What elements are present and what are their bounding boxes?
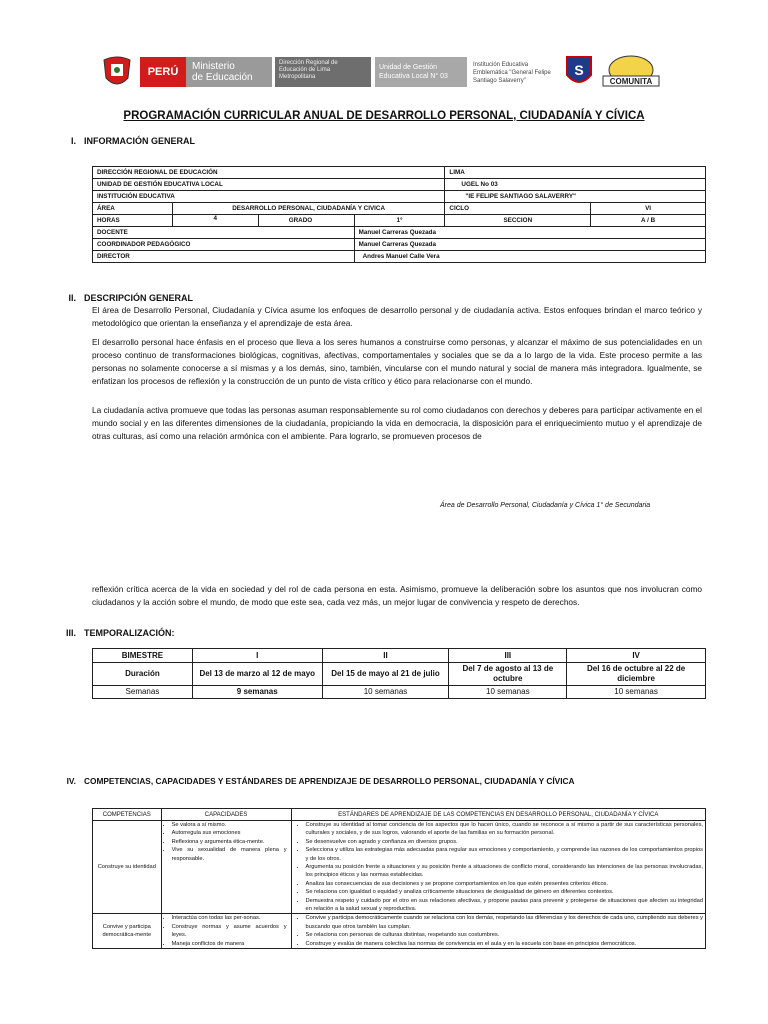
temporal-cell: Del 13 de marzo al 12 de mayo <box>192 663 322 686</box>
section-4-heading <box>56 776 575 786</box>
standard-item: • Selecciona y utiliza las estrategias más adecuadas para regular sus emociones y comportamiento, y comprende las razones de los comportamientos propios y de los otros. <box>306 846 703 863</box>
crest-letter: S <box>574 62 584 78</box>
capacity-item: • Autorregula sus emociones <box>172 829 287 837</box>
dre-logo: Dirección Regional de Educación de Lima Metropolitana <box>275 57 371 87</box>
table-row <box>93 251 706 263</box>
table-row <box>93 215 706 227</box>
table-row <box>93 809 706 821</box>
table-row <box>93 914 706 949</box>
info-cell: UNIDAD DE GESTIÓN EDUCATIVA LOCAL <box>93 179 445 191</box>
table-row <box>93 203 706 215</box>
table-row <box>93 821 706 914</box>
info-cell: Manuel Carreras Quezada <box>354 239 705 251</box>
institution-logo: Institución Educativa Emblemática "General Felipe Santiago Salaverry" <box>473 62 551 84</box>
section-1-heading <box>56 136 195 146</box>
header-banner <box>100 50 700 94</box>
peru-shield-icon <box>100 54 134 90</box>
standard-item: • Se desenvuelve con agrado y confianza en diversos grupos. <box>306 838 703 846</box>
standards-cell <box>291 914 705 949</box>
ministry-line2: de Educación <box>192 72 253 83</box>
info-cell: INSTITUCIÓN EDUCATIVA <box>93 191 445 203</box>
ministry-line1: Ministerio <box>192 61 235 72</box>
comp-header: CAPACIDADES <box>161 809 291 821</box>
info-cell: 1° <box>354 215 445 227</box>
info-cell: DESARROLLO PERSONAL, CIUDADANÍA Y CIVICA <box>172 203 445 215</box>
standard-item: • Se relaciona con personas de culturas distintas, respetando sus costumbres. <box>306 931 703 939</box>
standard-item: • Argumenta su posición frente a situaciones y su posición frente a situaciones de conflicto moral, considerando las intenciones de las personas involucradas, los principios éticos y las normas establecidas. <box>306 863 703 880</box>
standard-item: • Analiza las consecuencias de sus decisiones y se propone comportamientos en los que estén presentes criterios éticos. <box>306 880 703 888</box>
section-3-heading <box>56 628 175 638</box>
standard-item: • Construye y evalúa de manera colectiva las normas de convivencia en el aula y en la escuela con base en principios democráticos. <box>306 940 703 948</box>
ugel-logo: Unidad de Gestión Educativa Local N° 03 <box>375 57 467 87</box>
info-cell: VI <box>591 203 706 215</box>
section-2-label: DESCRIPCIÓN GENERAL <box>84 293 194 303</box>
section-1-num: I. <box>70 136 76 146</box>
table-row <box>93 649 706 663</box>
capacities-cell <box>161 914 291 949</box>
competencies-table <box>92 808 706 949</box>
info-table <box>92 166 706 263</box>
standard-item: • Demuestra respeto y cuidado por el otro en sus relaciones afectivas, y propone pautas para prevenir y protegerse de situaciones que afecten su integridad en relación a la salud sexual y reproductiva. <box>306 897 703 914</box>
coat-of-arms-icon <box>597 52 665 92</box>
peru-logo: PERÚ <box>140 57 186 87</box>
comp-header: COMPETENCIAS <box>93 809 162 821</box>
section-3-label: TEMPORALIZACIÓN: <box>84 628 175 638</box>
info-cell: DOCENTE <box>93 227 355 239</box>
section-3-num: III. <box>65 628 76 638</box>
table-row <box>93 179 706 191</box>
info-cell: UGEL No 03 <box>445 179 706 191</box>
temporal-header: IV <box>567 649 706 663</box>
table-row <box>93 191 706 203</box>
standard-item: • Construye su identidad al tomar conciencia de los aspectos que lo hacen único, cuando se reconoce a sí mismo a partir de sus características personales, culturales y sociales, y de sus logros, valorando el aporte de las familias en su formación personal. <box>306 821 703 838</box>
info-cell: HORAS <box>93 215 173 227</box>
info-cell: 4 <box>172 215 258 227</box>
info-cell: LIMA <box>445 167 706 179</box>
competency-name: Convive y participa democrática-mente <box>93 914 162 949</box>
description-paragraph-4: reflexión crítica acerca de la vida en sociedad y del rol de cada persona en esta. Asimismo, promueve la deliberación sobre los asuntos que nos involucran como ciudadanos y la acción sobre el mundo, de modo que este sea, cada vez más, un mejor lugar de convivencia y respeto de derechos. <box>92 584 702 607</box>
section-2-heading <box>56 293 193 303</box>
standard-item: • Se relaciona con igualdad o equidad y analiza críticamente situaciones de desigualdad de género en diferentes contextos. <box>306 888 703 896</box>
temporal-header: BIMESTRE <box>93 649 193 663</box>
temporal-label: Semanas <box>93 686 193 699</box>
competency-name: Construye su identidad <box>93 821 162 914</box>
description-paragraph-3: La ciudadanía activa promueve que todas las personas asuman responsablemente su rol como ciudadanos con derechos y deberes para participar activamente en el mundo social y en las diferentes dimensiones de la ciudadanía, propiciando la vida en democracia, la disposición para el enriquecimiento mutuo y el aprendizaje de otras culturas, así como una relación armónica con el ambiente. Para lograrlo, se promueven procesos de <box>92 405 702 441</box>
table-row <box>93 239 706 251</box>
capacity-item: • Vive su sexualidad de manera plena y responsable. <box>172 846 287 863</box>
capacity-item: • Reflexiona y argumenta ética-mente. <box>172 838 287 846</box>
section-4-label: COMPETENCIAS, CAPACIDADES Y ESTÁNDARES DE APRENDIZAJE DE DESARROLLO PERSONAL, CIUDADANÍA Y CÍVICA <box>84 776 575 786</box>
temporal-cell: 10 semanas <box>567 686 706 699</box>
table-row <box>93 686 706 699</box>
temporal-header: I <box>192 649 322 663</box>
section-4-num: IV. <box>66 776 76 786</box>
info-cell: Manuel Carreras Quezada <box>354 227 705 239</box>
info-cell: GRADO <box>258 215 354 227</box>
temporal-cell: Del 16 de octubre al 22 de diciembre <box>567 663 706 686</box>
table-row <box>93 167 706 179</box>
temporal-label: Duración <box>93 663 193 686</box>
table-row <box>93 227 706 239</box>
comp-header: ESTÁNDARES DE APRENDIZAJE DE LAS COMPETENCIAS EN DESARROLLO PERSONAL, CIUDADANÍA Y CÍVICA <box>291 809 705 821</box>
temporal-header: II <box>322 649 449 663</box>
info-cell: SECCION <box>445 215 591 227</box>
temporal-header: III <box>449 649 567 663</box>
info-cell: DIRECTOR <box>93 251 355 263</box>
info-cell: DIRECCIÓN REGIONAL DE EDUCACIÓN <box>93 167 445 179</box>
description-paragraph-1: El área de Desarrollo Personal, Ciudadanía y Cívica asume los enfoques de desarrollo personal y de ciudadanía activa. Estos enfoques brindan el marco teórico y metodológico que orientan la enseñanza y el aprendizaje de esta área. <box>92 305 702 328</box>
temporal-cell: 10 semanas <box>449 686 567 699</box>
info-cell: Andres Manuel Calle Vera <box>354 251 705 263</box>
page-title: PROGRAMACIÓN CURRICULAR ANUAL DE DESARROLLO PERSONAL, CIUDADANÍA Y CÍVICA <box>123 110 645 122</box>
info-cell: A / B <box>591 215 706 227</box>
temporal-cell: 9 semanas <box>192 686 322 699</box>
info-cell: ÁREA <box>93 203 173 215</box>
standards-cell <box>291 821 705 914</box>
capacity-item: • Maneja conflictos de manera <box>172 940 287 948</box>
coat-text: COMUNITA <box>609 77 653 86</box>
temporal-cell: Del 15 de mayo al 21 de julio <box>322 663 449 686</box>
table-row <box>93 663 706 686</box>
temporal-table <box>92 648 706 699</box>
temporal-cell: Del 7 de agosto al 13 de octubre <box>449 663 567 686</box>
standard-item: • Convive y participa democráticamente cuando se relaciona con los demás, respetando las diferencias y los derechos de cada uno, cumpliendo sus deberes y buscando que otros también las cumplan. <box>306 914 703 931</box>
temporal-cell: 10 semanas <box>322 686 449 699</box>
description-paragraph-2: El desarrollo personal hace énfasis en el proceso que lleva a los seres humanos a construirse como personas, y alcanzar el máximo de sus potencialidades en un proceso continuo de transformaciones biológicas, cognitivas, afectivas, comportamentales y sociales que se da a lo largo de la vida. Este proceso permite a las personas no solamente conocerse a sí mismas y a los demás, sino, también, vincularse con el mundo natural y social de manera más integradora. Igualmente, se enfatizan los procesos de reflexión y la construcción de un punto de vista crítico y ético para relacionarse con el mundo. <box>92 337 702 386</box>
info-cell: "IE FELIPE SANTIAGO SALAVERRY" <box>445 191 706 203</box>
capacity-item: • Se valora a sí mismo. <box>172 821 287 829</box>
section-1-label: INFORMACIÓN GENERAL <box>84 136 195 146</box>
school-crest-icon <box>565 55 593 89</box>
info-cell: CICLO <box>445 203 591 215</box>
page-footer: Área de Desarrollo Personal, Ciudadanía y Cívica 1° de Secundaria <box>440 502 651 509</box>
section-2-num: II. <box>68 293 76 303</box>
info-cell: COORDINADOR PEDAGÓGICO <box>93 239 355 251</box>
capacity-item: • Construye normas y asume acuerdos y leyes. <box>172 923 287 940</box>
ministry-logo <box>186 57 272 87</box>
capacity-item: • Interactúa con todas las per-sonas. <box>172 914 287 922</box>
capacities-cell <box>161 821 291 914</box>
